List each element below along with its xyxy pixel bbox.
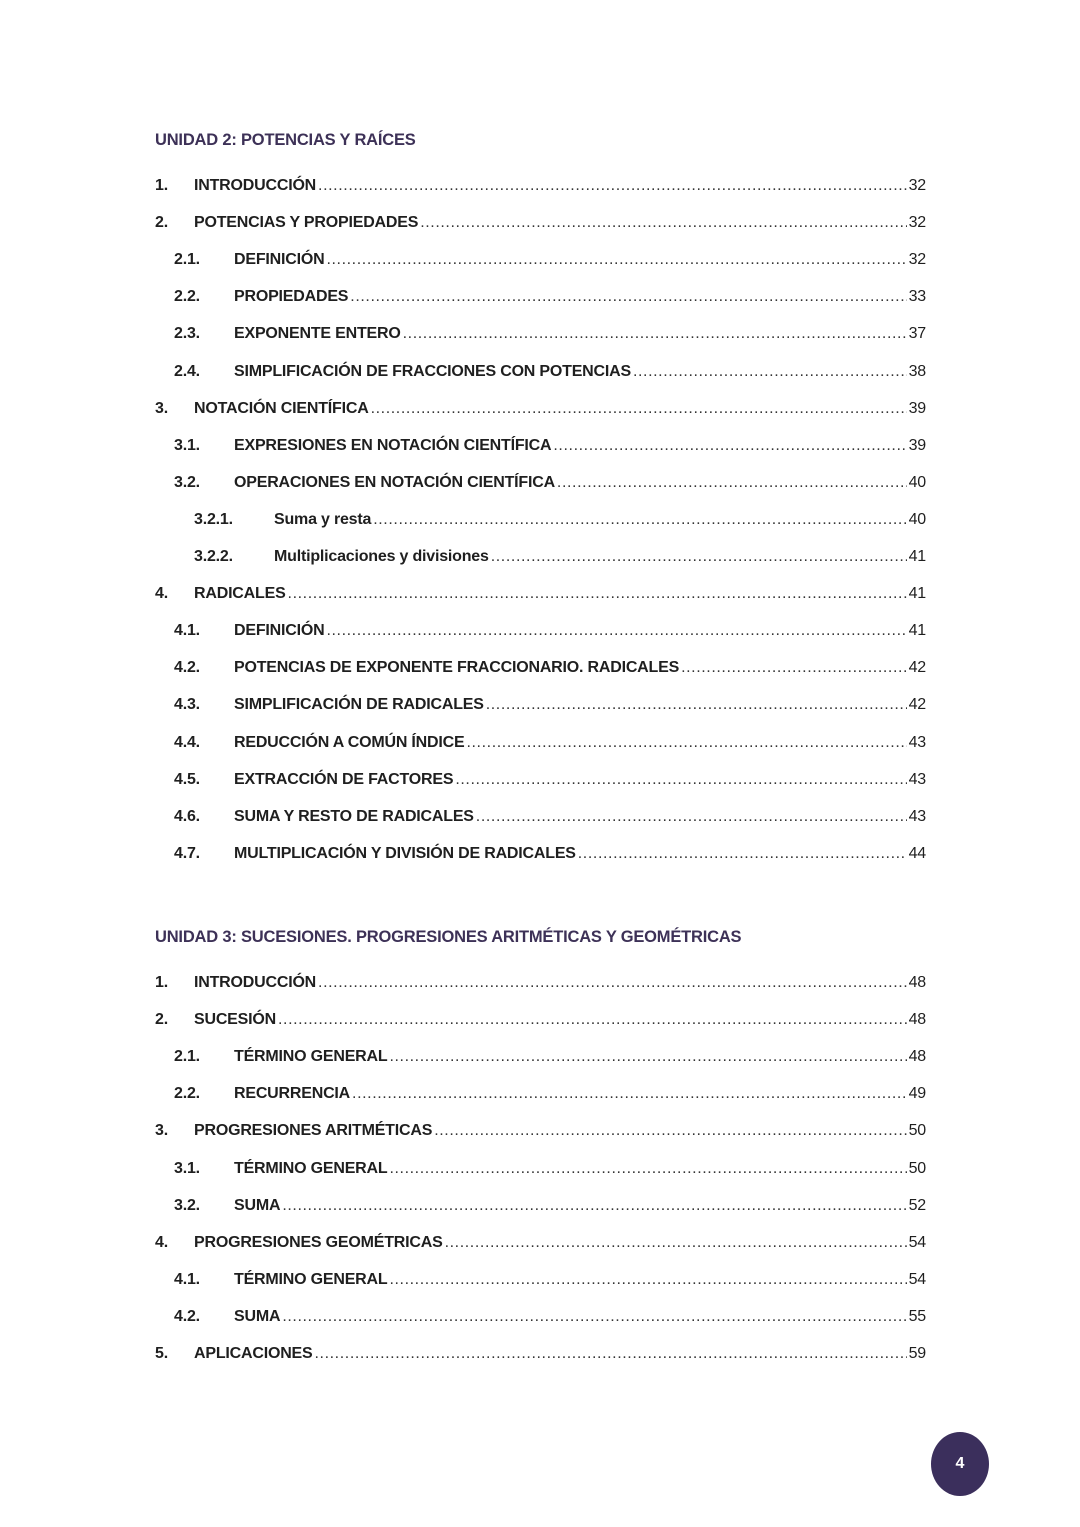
toc-entry[interactable] [0, 400, 926, 422]
toc-entry[interactable] [0, 1122, 926, 1144]
toc-entry[interactable] [0, 1085, 926, 1107]
entry-number: 2.1. [174, 251, 200, 269]
entry-page: 48 [908, 1048, 926, 1066]
toc-entry[interactable] [0, 474, 926, 496]
dot-leader [373, 511, 906, 529]
entry-page: 48 [908, 974, 926, 991]
entry-number: 4.1. [174, 1270, 200, 1288]
entry-number: 3.1. [174, 1159, 200, 1177]
entry-page: 41 [908, 622, 926, 640]
entry-number: 2. [155, 214, 168, 232]
dot-leader [420, 214, 906, 232]
dot-leader [278, 1011, 907, 1029]
entry-number: 4.5. [174, 770, 200, 788]
entry-page: 55 [908, 1307, 926, 1325]
entry-page: 40 [908, 473, 926, 491]
entry-title[interactable]: Multiplicaciones y divisiones [274, 548, 489, 565]
dot-leader [350, 288, 906, 306]
entry-number: 3. [155, 399, 168, 417]
entry-page: 49 [908, 1085, 926, 1103]
entry-title[interactable]: PROGRESIONES GEOMÉTRICAS [194, 1233, 443, 1251]
toc-entry[interactable] [0, 771, 926, 793]
dot-leader [491, 548, 907, 566]
entry-page: 42 [908, 696, 926, 714]
entry-number: 1. [155, 974, 168, 991]
toc-entry[interactable] [0, 659, 926, 681]
dot-leader [282, 1197, 906, 1215]
dot-leader [389, 1160, 906, 1178]
entry-title[interactable]: TÉRMINO GENERAL [234, 1048, 388, 1066]
entry-number: 2.1. [174, 1048, 200, 1066]
entry-number: 2.2. [174, 288, 200, 306]
entry-page: 39 [908, 436, 926, 454]
entry-page: 32 [908, 214, 926, 232]
dot-leader [389, 1271, 906, 1289]
entry-number: 2.2. [174, 1085, 200, 1103]
toc-entry[interactable] [0, 288, 926, 310]
entry-title[interactable]: TÉRMINO GENERAL [234, 1270, 388, 1288]
entry-number: 3.2.1. [194, 510, 233, 528]
dot-leader [282, 1308, 906, 1326]
toc-entry[interactable] [0, 548, 926, 570]
entry-title[interactable]: EXPRESIONES EN NOTACIÓN CIENTÍFICA [234, 436, 552, 454]
unit-heading: UNIDAD 3: SUCESIONES. PROGRESIONES ARITMÉTICAS Y GEOMÉTRICAS [155, 928, 742, 946]
entry-number: 4. [155, 1233, 168, 1251]
entry-page: 41 [908, 585, 926, 603]
entry-title[interactable]: SIMPLIFICACIÓN DE RADICALES [234, 696, 484, 714]
toc-entry[interactable] [0, 214, 926, 236]
entry-number: 4.6. [174, 807, 200, 825]
entry-title[interactable]: NOTACIÓN CIENTÍFICA [194, 399, 369, 417]
entry-number: 1. [155, 177, 168, 194]
dot-leader [466, 734, 906, 752]
entry-title[interactable]: DEFINICIÓN [234, 251, 325, 269]
entry-title[interactable]: REDUCCIÓN A COMÚN ÍNDICE [234, 733, 465, 751]
dot-leader [389, 1048, 906, 1066]
toc-entry[interactable] [0, 696, 926, 718]
toc-entry[interactable] [0, 1345, 926, 1367]
entry-title[interactable]: SUCESIÓN [194, 1011, 276, 1029]
toc-entry[interactable] [0, 845, 926, 867]
dot-leader [318, 974, 907, 992]
entry-number: 4. [155, 585, 168, 603]
entry-page: 32 [908, 251, 926, 269]
entry-page: 48 [908, 1011, 926, 1029]
toc-entry[interactable] [0, 1234, 926, 1256]
dot-leader [288, 585, 907, 603]
entry-title[interactable]: OPERACIONES EN NOTACIÓN CIENTÍFICA [234, 473, 555, 491]
toc-entry[interactable] [0, 1011, 926, 1033]
dot-leader [326, 622, 906, 640]
dot-leader [403, 325, 907, 343]
entry-title[interactable]: SUMA [234, 1196, 281, 1214]
entry-page: 43 [908, 733, 926, 751]
toc-entry[interactable] [0, 585, 926, 607]
entry-title[interactable]: MULTIPLICACIÓN Y DIVISIÓN DE RADICALES [234, 844, 576, 862]
entry-title[interactable]: RADICALES [194, 585, 286, 603]
dot-leader [445, 1234, 907, 1252]
toc-entry[interactable] [0, 734, 926, 756]
dot-leader [352, 1085, 907, 1103]
toc-entry[interactable] [0, 325, 926, 347]
entry-title[interactable]: DEFINICIÓN [234, 622, 325, 640]
entry-number: 5. [155, 1345, 168, 1362]
entry-title[interactable]: SIMPLIFICACIÓN DE FRACCIONES CON POTENCIAS [234, 362, 631, 380]
entry-number: 3.2.2. [194, 548, 233, 565]
entry-page: 54 [908, 1233, 926, 1251]
entry-title[interactable]: SUMA Y RESTO DE RADICALES [234, 807, 474, 825]
entry-page: 54 [908, 1270, 926, 1288]
entry-title[interactable]: INTRODUCCIÓN [194, 974, 317, 991]
entry-page: 43 [908, 807, 926, 825]
toc-entry[interactable] [0, 1048, 926, 1070]
dot-leader [315, 1345, 907, 1363]
dot-leader [318, 177, 907, 195]
entry-number: 2. [155, 1011, 168, 1029]
page-number-badge [931, 1432, 989, 1496]
entry-title[interactable]: SUMA [234, 1307, 281, 1325]
dot-leader [633, 363, 907, 381]
entry-page: 52 [908, 1196, 926, 1214]
entry-page: 38 [908, 362, 926, 380]
toc-entry[interactable] [0, 974, 926, 996]
entry-number: 3.2. [174, 1196, 200, 1214]
entry-page: 41 [908, 548, 926, 565]
toc-entry[interactable] [0, 1308, 926, 1330]
entry-number: 4.7. [174, 844, 200, 862]
entry-page: 33 [908, 288, 926, 306]
entry-page: 37 [908, 325, 926, 343]
entry-title[interactable]: TÉRMINO GENERAL [234, 1159, 388, 1177]
entry-title[interactable]: POTENCIAS Y PROPIEDADES [194, 214, 419, 232]
dot-leader [326, 251, 906, 269]
entry-title[interactable]: RECURRENCIA [234, 1085, 351, 1103]
dot-leader [455, 771, 906, 789]
dot-leader [681, 659, 907, 677]
entry-page: 44 [908, 844, 926, 862]
dot-leader [476, 808, 907, 826]
toc-entry[interactable] [0, 511, 926, 533]
entry-title[interactable]: PROGRESIONES ARITMÉTICAS [194, 1122, 433, 1140]
entry-number: 3. [155, 1122, 168, 1140]
entry-title[interactable]: POTENCIAS DE EXPONENTE FRACCIONARIO. RADICALES [234, 659, 680, 677]
entry-page: 59 [908, 1345, 926, 1362]
toc-entry[interactable] [0, 437, 926, 459]
entry-page: 40 [908, 510, 926, 528]
page-number: 4 [955, 1455, 965, 1472]
entry-page: 43 [908, 770, 926, 788]
dot-leader [557, 474, 907, 492]
entry-title[interactable]: EXPONENTE ENTERO [234, 325, 401, 343]
entry-number: 2.3. [174, 325, 200, 343]
entry-number: 3.1. [174, 436, 200, 454]
dot-leader [371, 400, 907, 418]
entry-page: 50 [908, 1159, 926, 1177]
entry-number: 4.2. [174, 659, 200, 677]
entry-number: 3.2. [174, 473, 200, 491]
toc-entry[interactable] [0, 808, 926, 830]
dot-leader [553, 437, 906, 455]
toc-entry[interactable] [0, 251, 926, 273]
entry-number: 4.2. [174, 1307, 200, 1325]
entry-page: 50 [908, 1122, 926, 1140]
unit-heading: UNIDAD 2: POTENCIAS Y RAÍCES [155, 131, 416, 149]
entry-number: 2.4. [174, 362, 200, 380]
entry-title[interactable]: PROPIEDADES [234, 288, 349, 306]
dot-leader [434, 1122, 906, 1140]
toc-entry[interactable] [0, 1271, 926, 1293]
dot-leader [486, 696, 907, 714]
toc-entry[interactable] [0, 1197, 926, 1219]
toc-entry[interactable] [0, 1160, 926, 1182]
toc-entry[interactable] [0, 177, 926, 199]
entry-number: 4.1. [174, 622, 200, 640]
entry-number: 4.3. [174, 696, 200, 714]
entry-page: 32 [908, 177, 926, 194]
entry-title[interactable]: Suma y resta [274, 510, 372, 528]
toc-entry[interactable] [0, 622, 926, 644]
entry-page: 39 [908, 399, 926, 417]
entry-title[interactable]: APLICACIONES [194, 1345, 313, 1362]
toc-entry[interactable] [0, 363, 926, 385]
dot-leader [578, 845, 907, 863]
entry-title[interactable]: EXTRACCIÓN DE FACTORES [234, 770, 454, 788]
entry-page: 42 [908, 659, 926, 677]
entry-title[interactable]: INTRODUCCIÓN [194, 177, 317, 194]
entry-number: 4.4. [174, 733, 200, 751]
